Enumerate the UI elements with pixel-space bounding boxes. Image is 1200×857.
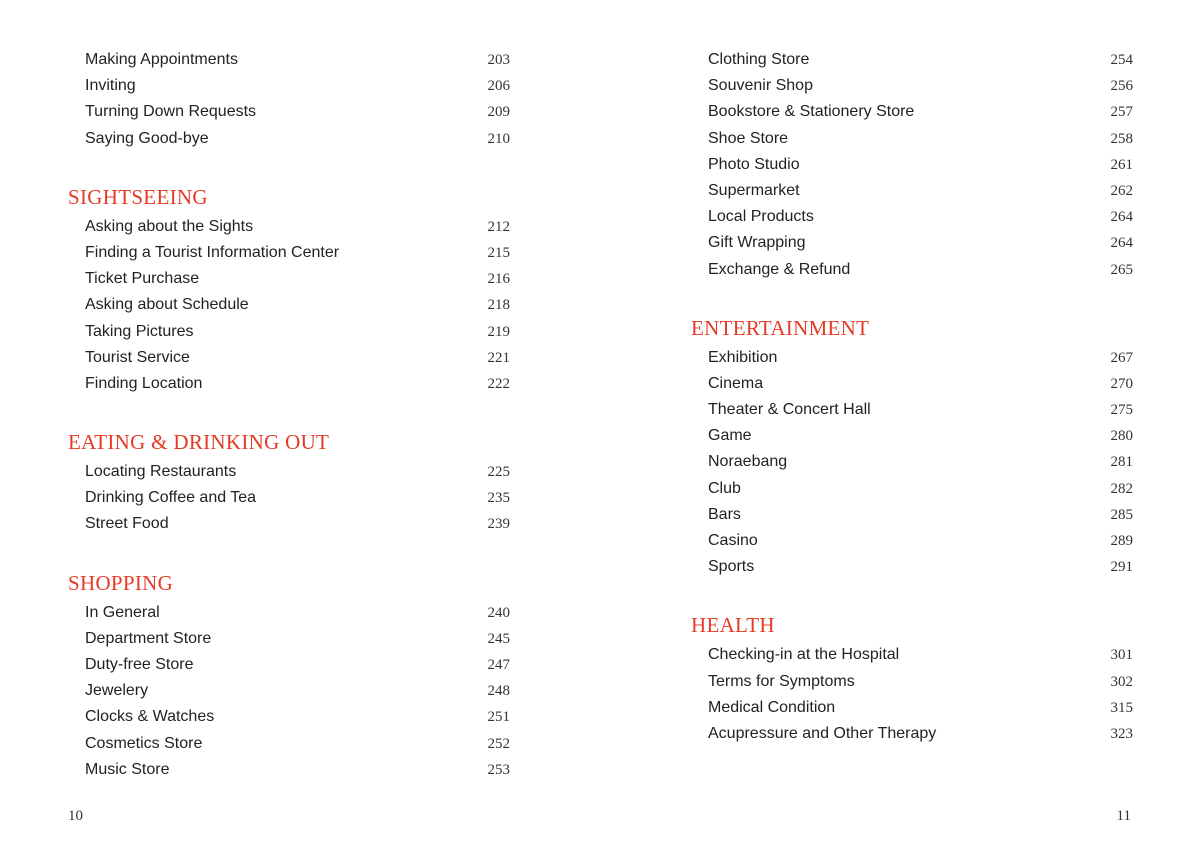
toc-entry-page-number: 252	[487, 735, 510, 752]
toc-entry-label: Supermarket	[708, 181, 800, 199]
toc-entry[interactable]	[691, 103, 1133, 129]
toc-entry-page-number: 225	[487, 464, 510, 481]
toc-entry-page-number: 212	[487, 218, 510, 235]
toc-section	[691, 51, 1133, 287]
toc-entry-label: Tourist Service	[85, 348, 190, 366]
toc-entry-label: Local Products	[708, 208, 814, 226]
toc-section	[68, 184, 510, 401]
toc-entry[interactable]	[691, 673, 1133, 699]
toc-entry-page-number: 247	[487, 657, 510, 673]
toc-entry[interactable]	[68, 51, 510, 77]
toc-entry-label: Cosmetics Store	[85, 734, 203, 752]
toc-section	[691, 315, 1133, 585]
toc-entry-list	[68, 51, 510, 156]
toc-entry-page-number: 203	[487, 52, 510, 68]
toc-entry[interactable]	[68, 656, 510, 682]
toc-entry[interactable]	[691, 699, 1133, 725]
toc-entry-page-number: 215	[487, 244, 510, 261]
toc-entry[interactable]	[68, 761, 510, 787]
toc-entry-list	[691, 646, 1133, 751]
toc-entry[interactable]	[68, 77, 510, 103]
section-heading: SHOPPING	[68, 570, 174, 595]
toc-entry-label: Duty-free Store	[85, 656, 194, 673]
toc-entry-label: Shoe Store	[708, 129, 789, 147]
toc-entry-label: Exhibition	[708, 348, 778, 366]
toc-entry-page-number: 301	[1110, 647, 1133, 664]
toc-entry-label: Game	[708, 427, 752, 445]
toc-entry-page-number: 264	[1110, 209, 1133, 226]
section-heading: SIGHTSEEING	[68, 184, 208, 209]
toc-entry-page-number: 254	[1110, 52, 1133, 68]
toc-entry-page-number: 262	[1110, 182, 1133, 199]
toc-entry-page-number: 253	[487, 761, 510, 778]
toc-entry-page-number: 248	[487, 683, 510, 700]
toc-entry-list	[68, 463, 510, 542]
toc-entry-page-number: 216	[487, 271, 510, 288]
toc-entry-label: In General	[85, 603, 160, 621]
toc-entry-label: Department Store	[85, 629, 212, 647]
toc-entry[interactable]	[691, 51, 1133, 77]
page-number-left: 10	[68, 808, 83, 824]
toc-entry[interactable]	[68, 682, 510, 708]
toc-entry[interactable]	[68, 463, 510, 489]
toc-entry[interactable]	[68, 375, 510, 401]
toc-entry-list	[691, 349, 1133, 585]
toc-column-right	[691, 51, 1133, 779]
toc-entry[interactable]	[691, 261, 1133, 287]
toc-entry[interactable]	[691, 453, 1133, 479]
toc-entry[interactable]	[68, 515, 510, 541]
toc-entry[interactable]	[691, 349, 1133, 375]
toc-entry[interactable]	[691, 130, 1133, 156]
toc-entry[interactable]	[691, 77, 1133, 103]
toc-entry[interactable]	[68, 244, 510, 270]
toc-entry-label: Cinema	[708, 374, 764, 392]
toc-entry[interactable]	[691, 208, 1133, 234]
toc-entry-label: Clocks & Watches	[85, 708, 215, 726]
toc-entry-label: Acupressure and Other Therapy	[708, 724, 937, 742]
toc-entry-label: Sports	[708, 558, 755, 576]
toc-entry-page-number: 291	[1110, 559, 1133, 576]
toc-entry-label: Ticket Purchase	[85, 270, 200, 288]
section-heading: EATING & DRINKING OUT	[68, 430, 330, 455]
toc-entry-label: Theater & Concert Hall	[708, 401, 871, 419]
toc-entry-label: Asking about Schedule	[85, 296, 249, 314]
toc-entry[interactable]	[691, 532, 1133, 558]
toc-entry[interactable]	[691, 401, 1133, 427]
toc-entry-page-number: 251	[487, 709, 510, 726]
toc-entry-page-number: 222	[487, 375, 510, 392]
toc-entry-page-number: 209	[487, 104, 510, 121]
toc-entry-page-number: 210	[487, 130, 510, 147]
toc-entry-page-number: 206	[487, 78, 510, 95]
toc-entry[interactable]	[68, 489, 510, 515]
toc-section	[691, 612, 1133, 751]
toc-entry[interactable]	[691, 234, 1133, 260]
toc-entry[interactable]	[691, 182, 1133, 208]
toc-entry-page-number: 265	[1110, 261, 1133, 278]
toc-entry-label: Exchange & Refund	[708, 260, 851, 278]
toc-entry-page-number: 275	[1110, 402, 1133, 419]
toc-entry-page-number: 323	[1110, 725, 1133, 742]
toc-entry-label: Drinking Coffee and Tea	[85, 489, 257, 507]
toc-entry-page-number: 219	[487, 323, 510, 340]
right-page	[600, 0, 1200, 857]
toc-entry[interactable]	[68, 323, 510, 349]
toc-entry[interactable]	[68, 270, 510, 296]
toc-entry-label: Inviting	[85, 77, 136, 95]
toc-entry-page-number: 261	[1110, 156, 1133, 173]
toc-entry-page-number: 270	[1110, 375, 1133, 392]
toc-entry-label: Finding a Tourist Information Center	[85, 243, 340, 261]
toc-entry-label: Bookstore & Stationery Store	[708, 103, 915, 121]
toc-entry-label: Finding Location	[85, 374, 203, 392]
toc-entry-page-number: 257	[1110, 104, 1133, 121]
toc-section	[68, 429, 510, 542]
toc-entry[interactable]	[68, 349, 510, 375]
toc-entry-page-number: 264	[1110, 235, 1133, 252]
toc-entry[interactable]	[691, 558, 1133, 584]
toc-entry-page-number: 315	[1110, 699, 1133, 716]
toc-entry-label: Checking-in at the Hospital	[708, 646, 900, 664]
page-number-right: 11	[1116, 808, 1131, 824]
toc-entry-label: Gift Wrapping	[708, 234, 806, 252]
toc-entry-label: Saying Good-bye	[85, 129, 209, 147]
toc-entry-label: Street Food	[85, 515, 169, 533]
toc-entry-label: Terms for Symptoms	[708, 672, 855, 690]
toc-entry[interactable]	[691, 506, 1133, 532]
toc-entry[interactable]	[691, 725, 1133, 751]
toc-entry-page-number: 280	[1110, 428, 1133, 445]
toc-entry-label: Club	[708, 479, 741, 497]
toc-column-left	[68, 51, 510, 815]
toc-entry[interactable]	[68, 218, 510, 244]
toc-entry-label: Music Store	[85, 760, 170, 778]
toc-entry-label: Turning Down Requests	[85, 103, 257, 121]
toc-entry-page-number: 258	[1110, 130, 1133, 147]
toc-entry-page-number: 239	[487, 516, 510, 533]
toc-entry-label: Taking Pictures	[85, 322, 194, 340]
toc-entry-list	[68, 218, 510, 401]
toc-section	[68, 51, 510, 156]
toc-entry-page-number: 267	[1110, 349, 1133, 366]
toc-entry[interactable]	[691, 480, 1133, 506]
toc-entry-list	[691, 51, 1133, 287]
toc-entry[interactable]	[68, 604, 510, 630]
toc-entry[interactable]	[68, 103, 510, 129]
toc-entry[interactable]	[68, 735, 510, 761]
toc-entry-label: Clothing Store	[708, 51, 810, 68]
toc-entry[interactable]	[68, 296, 510, 322]
toc-entry[interactable]	[691, 375, 1133, 401]
toc-entry-list	[68, 604, 510, 787]
toc-entry-page-number: 285	[1110, 506, 1133, 523]
toc-entry-label: Casino	[708, 532, 758, 549]
toc-entry[interactable]	[691, 156, 1133, 182]
toc-entry[interactable]	[691, 646, 1133, 672]
toc-entry-label: Bars	[708, 505, 741, 523]
toc-entry-page-number: 221	[487, 349, 510, 366]
toc-entry-page-number: 235	[487, 490, 510, 507]
toc-entry[interactable]	[68, 130, 510, 156]
toc-entry-label: Photo Studio	[708, 155, 800, 173]
toc-entry-page-number: 240	[487, 604, 510, 621]
section-heading: ENTERTAINMENT	[691, 315, 870, 340]
section-heading: HEALTH	[691, 613, 775, 638]
toc-entry-label: Jewelery	[85, 682, 149, 700]
toc-entry-label: Noraebang	[708, 453, 788, 471]
toc-entry[interactable]	[68, 708, 510, 734]
toc-entry-label: Asking about the Sights	[85, 217, 254, 235]
toc-entry[interactable]	[68, 630, 510, 656]
toc-entry-page-number: 302	[1110, 673, 1133, 690]
toc-entry-page-number: 289	[1110, 533, 1133, 549]
toc-entry-page-number: 245	[487, 630, 510, 647]
toc-entry-page-number: 282	[1110, 480, 1133, 497]
toc-entry-page-number: 281	[1110, 454, 1133, 471]
toc-entry-page-number: 218	[487, 297, 510, 314]
toc-entry[interactable]	[691, 427, 1133, 453]
toc-entry-label: Making Appointments	[85, 51, 238, 68]
toc-entry-page-number: 256	[1110, 78, 1133, 95]
toc-entry-label: Locating Restaurants	[85, 463, 237, 481]
toc-entry-label: Souvenir Shop	[708, 77, 813, 95]
toc-entry-label: Medical Condition	[708, 698, 836, 716]
toc-section	[68, 570, 510, 787]
